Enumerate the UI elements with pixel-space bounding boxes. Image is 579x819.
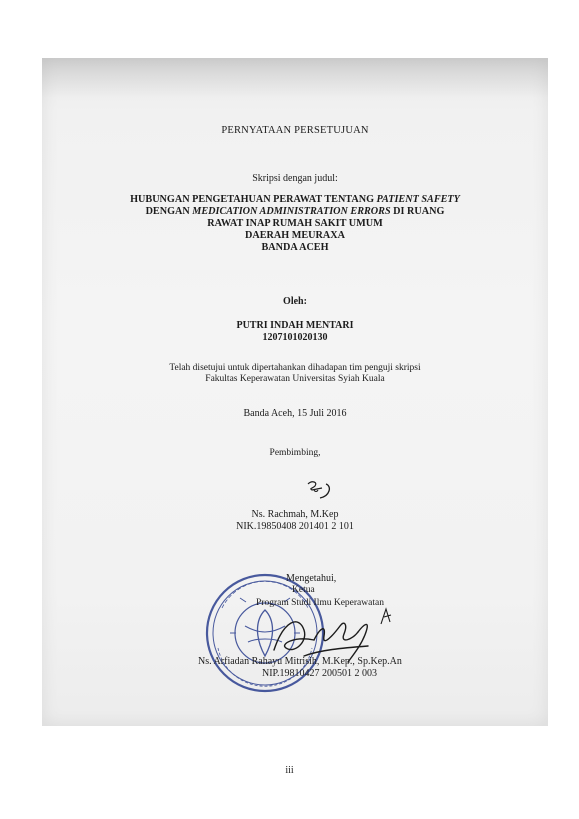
- acknowledged-label: Mengetahui,: [286, 573, 337, 584]
- title-line-2-text-b: DI RUANG: [390, 206, 445, 217]
- supervisor-nik: NIK.19850408 201401 2 101: [236, 521, 354, 532]
- approval-statement-line-2: Fakultas Keperawatan Universitas Syiah Kuala: [205, 374, 385, 384]
- supervisor-signature: [300, 476, 340, 506]
- title-line-1-text: HUBUNGAN PENGETAHUAN PERAWAT TENTANG: [130, 194, 377, 205]
- thesis-title-line-1: [42, 194, 548, 205]
- head-nip: NIP.19810427 200501 2 003: [262, 668, 378, 679]
- thesis-title-line-2: [42, 206, 548, 217]
- author-name: PUTRI INDAH MENTARI: [236, 320, 354, 331]
- scanned-page: [42, 58, 548, 726]
- head-role: Ketua: [292, 585, 315, 595]
- thesis-title-line-4: DAERAH MEURAXA: [245, 230, 345, 241]
- approval-statement-line-1: Telah disetujui untuk dipertahankan dihadapan tim penguji skripsi: [169, 363, 421, 373]
- head-name: Ns. Arfiadan Rahayu Mitrisih, M.Kep., Sp.Kep.An: [198, 656, 402, 667]
- title-line-2-text-a: DENGAN: [145, 206, 193, 217]
- by-label: Oleh:: [283, 296, 307, 307]
- thesis-title-line-3: RAWAT INAP RUMAH SAKIT UMUM: [207, 218, 383, 229]
- place-and-date: Banda Aceh, 15 Juli 2016: [243, 408, 347, 419]
- head-program: Program Studi Ilmu Keperawatan: [256, 598, 384, 608]
- title-line-2-italic: MEDICATION ADMINISTRATION ERRORS: [192, 206, 391, 217]
- thesis-title-line-5: BANDA ACEH: [261, 242, 329, 253]
- page-number: iii: [285, 765, 294, 776]
- document-heading: PERNYATAAN PERSETUJUAN: [221, 125, 369, 136]
- thesis-subtitle: Skripsi dengan judul:: [252, 173, 338, 184]
- supervisor-heading: Pembimbing,: [269, 448, 321, 458]
- title-line-1-italic: PATIENT SAFETY: [376, 194, 460, 205]
- student-id: 1207101020130: [262, 332, 328, 343]
- supervisor-name: Ns. Rachmah, M.Kep: [251, 509, 339, 520]
- scan-shadow: [42, 58, 548, 98]
